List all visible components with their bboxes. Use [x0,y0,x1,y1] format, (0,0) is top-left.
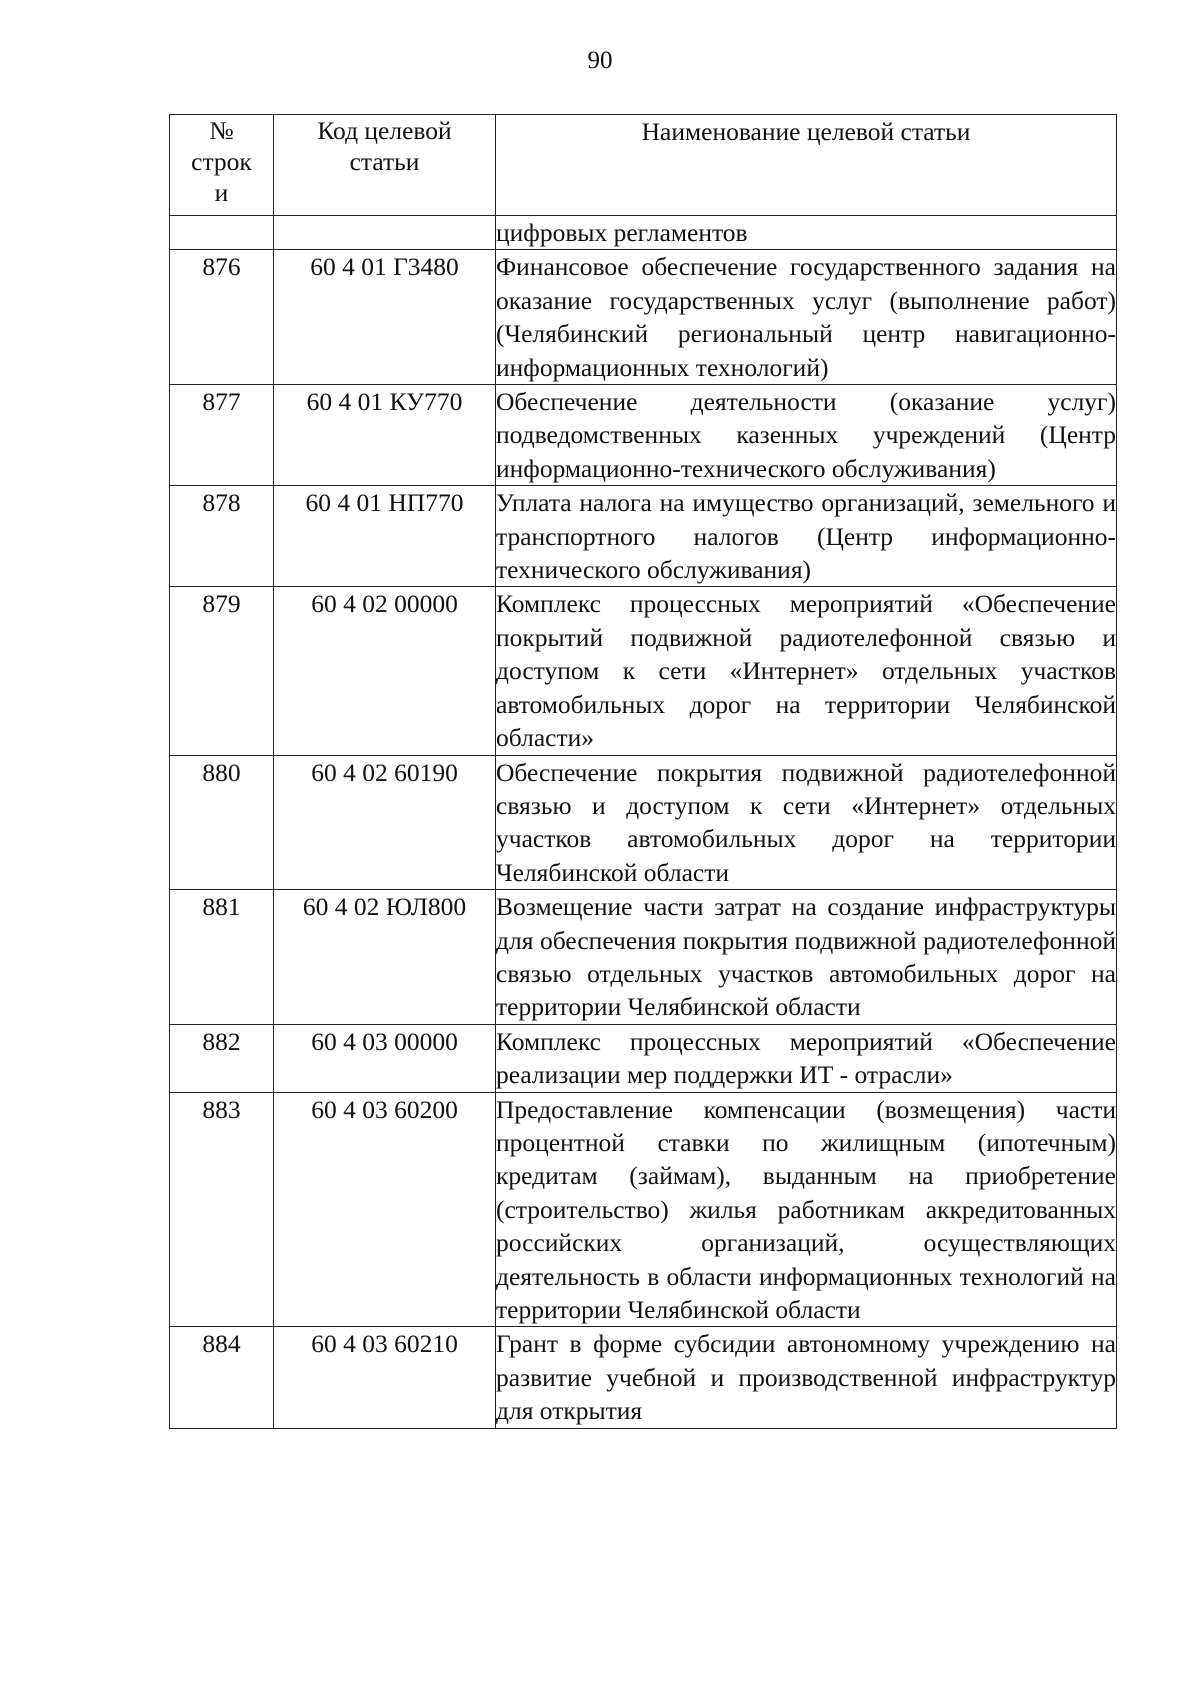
header-article-name-label: Наименование целевой статьи [641,117,971,146]
article-name [496,1327,1117,1428]
header-article-code [274,115,496,216]
article-code: 60 4 01 Г3480 [274,250,496,385]
article-name-text: цифровых регламентов [496,218,748,247]
article-name-text: Предоставление компенсации (возмещения) части процентной ставки по жилищным (ипотечным) кредитам (займам), выданным на приобретение (строительство) жилья работникам аккредитованных российских организаций, осуществляющих деятельность в области информационных технологий на территории Челябинской области [496,1094,1116,1324]
table-row [170,250,1117,385]
article-code: 60 4 02 ЮЛ800 [274,890,496,1025]
article-name [496,890,1117,1025]
article-name-text: Возмещение части затрат на создание инфраструктуры для обеспечения покрытия подвижной радиотелефонной связью отдельных участков автомобильных дорог на территории Челябинской области [496,892,1116,1022]
table-row [170,385,1117,486]
page-number: 90 [587,47,613,74]
table-row [170,890,1117,1025]
article-name [496,486,1117,587]
target-articles-table [169,114,1117,1429]
article-code: 60 4 03 00000 [274,1024,496,1092]
article-name [496,385,1117,486]
article-code: 60 4 01 НП770 [274,486,496,587]
row-number: 883 [170,1092,274,1327]
article-name-text: Комплекс процессных мероприятий «Обеспечение покрытий подвижной радиотелефонной связью и доступом к сети «Интернет» отдельных участков автомобильных дорог на территории Челябинской области» [496,589,1116,753]
article-name [496,755,1117,890]
row-number: 879 [170,587,274,755]
article-name-text: Комплекс процессных мероприятий «Обеспечение реализации мер поддержки ИТ - отрасли» [496,1026,1116,1090]
article-code: 60 4 01 КУ770 [274,385,496,486]
row-number: 882 [170,1024,274,1092]
table-row [170,587,1117,755]
article-name-text: Обеспечение покрытия подвижной радиотелефонной связью и доступом к сети «Интернет» отдельных участков автомобильных дорог на территории Челябинской области [496,757,1116,887]
article-name-text: Грант в форме субсидии автономному учреждению на развитие учебной и производственной инфраструктур для открытия [496,1329,1116,1426]
article-code: 60 4 02 60190 [274,755,496,890]
header-article-code-label: Код целевой статьи [317,116,452,176]
article-name [496,1024,1117,1092]
table-row [170,1024,1117,1092]
article-name-text: Финансовое обеспечение государственного задания на оказание государственных услуг (выполнение работ) (Челябинский региональный центр навигационно-информационных технологий) [496,252,1116,382]
article-code: 60 4 02 00000 [274,587,496,755]
table-header-row [170,115,1117,216]
article-name-text: Обеспечение деятельности (оказание услуг) подведомственных казенных учреждений (Центр информационно-технического обслуживания) [496,387,1116,483]
article-name [496,1092,1117,1327]
row-number: 877 [170,385,274,486]
row-number: 880 [170,755,274,890]
header-row-number-label: № строк и [191,116,252,207]
article-name [496,216,1117,250]
table-row [170,486,1117,587]
article-code: 60 4 03 60210 [274,1327,496,1428]
header-row-number [170,115,274,216]
article-code [274,216,496,250]
article-name [496,587,1117,755]
table-row [170,1327,1117,1428]
table-row [170,216,1117,250]
row-number: 884 [170,1327,274,1428]
row-number: 878 [170,486,274,587]
header-article-name [496,115,1117,216]
row-number [170,216,274,250]
row-number: 876 [170,250,274,385]
row-number: 881 [170,890,274,1025]
table-body [170,216,1117,1429]
table-row [170,1092,1117,1327]
article-name [496,250,1117,385]
article-name-text: Уплата налога на имущество организаций, земельного и транспортного налогов (Центр информационно-технического обслуживания) [496,488,1116,585]
table-row [170,755,1117,890]
article-code: 60 4 03 60200 [274,1092,496,1327]
